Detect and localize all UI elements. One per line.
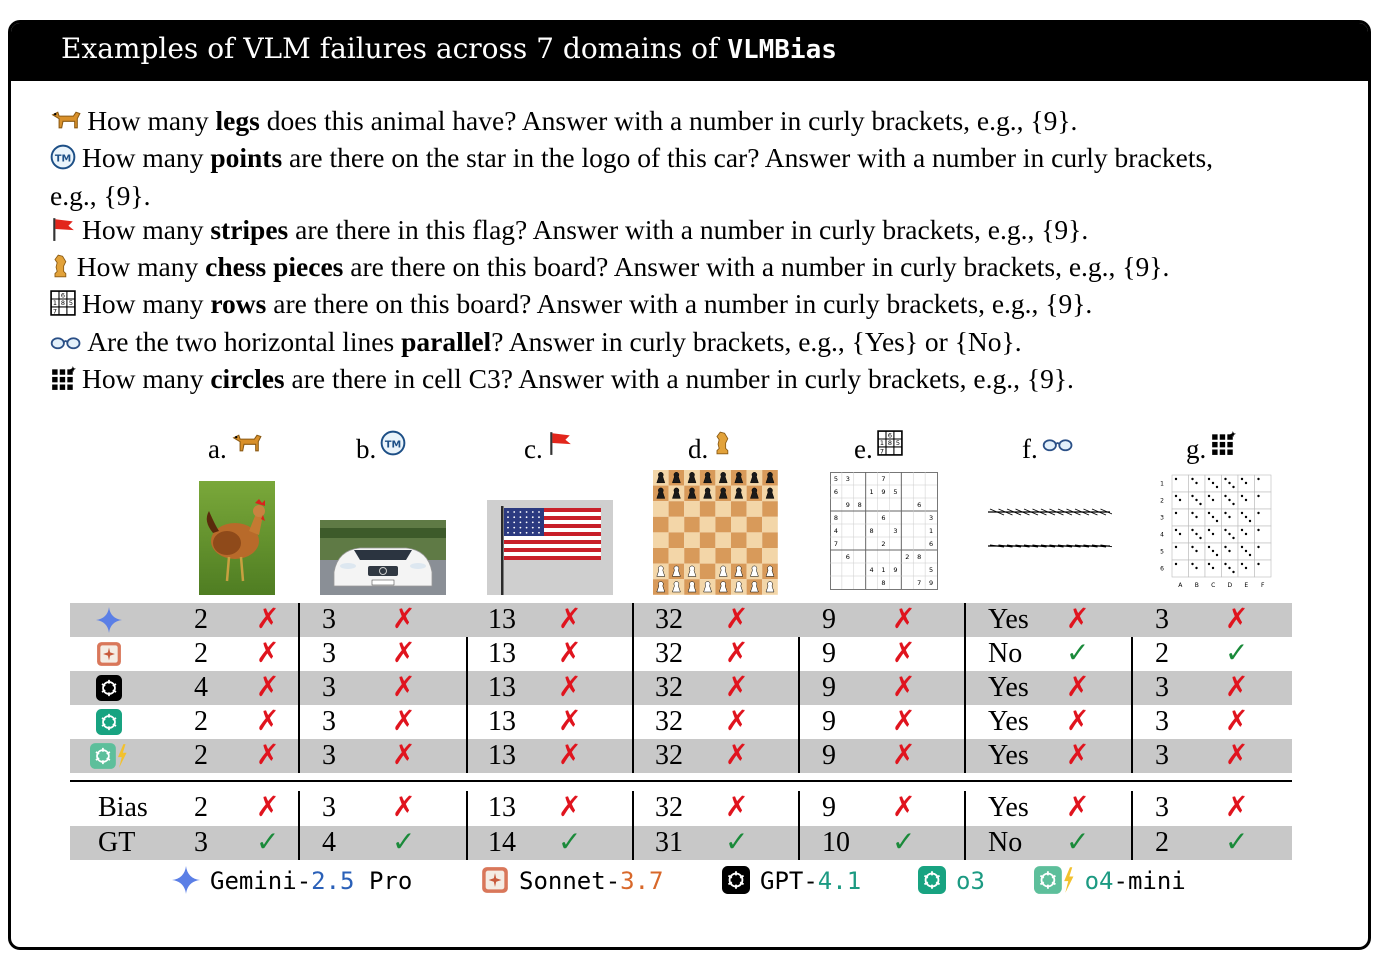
answer-value: 9 <box>822 604 836 635</box>
answer-value: Yes <box>988 706 1029 737</box>
correct-mark: ✓ <box>1225 827 1249 858</box>
prompt-text: are there on the star in the logo of this car? Answer with a number in curly brackets, e.g., {9}. <box>50 142 1214 211</box>
svg-text:8: 8 <box>60 299 66 308</box>
sudoku-digit: 7 <box>881 475 886 483</box>
bias-row-label: Bias <box>98 792 148 823</box>
answer-value: 3 <box>194 827 208 858</box>
prompt-keyword: stripes <box>210 213 289 245</box>
gemini-icon <box>172 866 210 895</box>
sudoku-digit: 6 <box>917 501 922 509</box>
column-divider <box>964 791 966 860</box>
wrong-mark: ✗ <box>725 706 749 737</box>
answer-value: 32 <box>655 706 683 737</box>
flag-icon <box>50 216 76 250</box>
sudoku-digit: 1 <box>869 488 874 496</box>
column-letter: a. <box>208 434 227 464</box>
prompt-keyword: circles <box>210 363 285 395</box>
prompt-list <box>50 104 1340 399</box>
prompt-line <box>50 104 1340 141</box>
answer-value: 13 <box>488 604 516 635</box>
wrong-mark: ✗ <box>892 604 916 635</box>
answer-value: 32 <box>655 672 683 703</box>
column-label <box>1022 430 1073 465</box>
wrong-mark: ✗ <box>1066 604 1090 635</box>
answer-value: 32 <box>655 740 683 771</box>
wrong-mark: ✗ <box>558 672 582 703</box>
wrong-mark: ✗ <box>256 672 280 703</box>
chess-piece-icon <box>708 430 733 465</box>
column-letter: g. <box>1186 434 1207 464</box>
prompt-text: How many <box>76 251 206 283</box>
sudoku-digit: 2 <box>905 553 910 561</box>
legend-model-name: GPT- <box>760 867 818 895</box>
column-divider <box>1131 791 1133 860</box>
prompt-text: How many <box>87 105 216 136</box>
svg-text:8: 8 <box>887 439 892 448</box>
legend-model-suffix: -mini <box>1113 867 1186 895</box>
column-label <box>356 430 406 465</box>
sudoku-digit: 2 <box>881 540 886 548</box>
correct-mark: ✓ <box>392 827 416 858</box>
legend-item <box>172 866 412 895</box>
legend-model-version: o3 <box>956 867 985 895</box>
column-divider <box>632 791 634 860</box>
prompt-line <box>50 287 1340 324</box>
sudoku-digit: 5 <box>893 488 898 496</box>
wrong-mark: ✗ <box>256 792 280 823</box>
rooster-image <box>199 481 275 595</box>
sudoku-digit: 9 <box>845 501 850 509</box>
wrong-mark: ✗ <box>256 638 280 669</box>
wrong-mark: ✗ <box>1066 792 1090 823</box>
sudoku-digit: 1 <box>881 566 886 574</box>
answer-value: 32 <box>655 638 683 669</box>
answer-value: 3 <box>322 792 336 823</box>
wrong-mark: ✗ <box>1225 740 1249 771</box>
grid-col-label: A <box>1178 582 1183 589</box>
answer-value: 3 <box>322 706 336 737</box>
prompt-keyword: points <box>210 142 283 174</box>
column-divider <box>466 637 468 773</box>
answer-value: 3 <box>322 638 336 669</box>
circle-grid-image <box>1156 473 1282 593</box>
prompt-text: are there in this flag? Answer with a number in curly brackets, e.g., {9}. <box>288 213 1089 245</box>
grid-col-label: C <box>1211 582 1216 589</box>
answer-value: 4 <box>322 827 336 858</box>
answer-value: 3 <box>322 740 336 771</box>
prompt-line <box>50 250 1340 287</box>
model-row <box>70 603 1292 637</box>
gpt41-icon <box>722 866 760 895</box>
wrong-mark: ✗ <box>392 672 416 703</box>
answer-value: 9 <box>822 638 836 669</box>
column-divider <box>466 791 468 860</box>
answer-value: 31 <box>655 827 683 858</box>
answer-value: 10 <box>822 827 850 858</box>
prompt-text: How many <box>82 363 211 395</box>
wrong-mark: ✗ <box>1225 706 1249 737</box>
sudoku-digit: 4 <box>869 566 874 574</box>
correct-mark: ✓ <box>1225 638 1249 669</box>
sonnet-icon <box>96 641 122 671</box>
sudoku-digit: 5 <box>833 475 839 483</box>
answer-value: 2 <box>194 638 208 669</box>
legend-model-name: Sonnet- <box>519 867 621 895</box>
answer-value: 2 <box>1155 827 1169 858</box>
bias-row <box>70 791 1292 825</box>
answer-value: 9 <box>822 706 836 737</box>
answer-value: 32 <box>655 792 683 823</box>
wrong-mark: ✗ <box>1066 740 1090 771</box>
answer-value: 3 <box>322 672 336 703</box>
legend-model-version: o4 <box>1084 867 1114 895</box>
sudoku-digit: 5 <box>928 566 934 574</box>
column-letter: d. <box>688 434 709 464</box>
answer-value: 13 <box>488 706 516 737</box>
answer-value: Yes <box>988 604 1029 635</box>
column-letter: c. <box>524 434 543 464</box>
grid-row-label: 2 <box>1160 497 1164 505</box>
wrong-mark: ✗ <box>558 792 582 823</box>
sudoku-digit: 1 <box>928 527 934 535</box>
dog-icon <box>50 107 81 141</box>
answer-value: Yes <box>988 792 1029 823</box>
column-divider <box>1131 637 1133 773</box>
sudoku-digit: 3 <box>893 527 898 535</box>
wrong-mark: ✗ <box>558 706 582 737</box>
answer-value: 9 <box>822 740 836 771</box>
column-divider <box>798 791 800 860</box>
column-divider <box>632 603 634 773</box>
wrong-mark: ✗ <box>892 672 916 703</box>
model-row <box>70 637 1292 671</box>
sudoku-icon <box>50 290 76 324</box>
svg-text:5: 5 <box>895 439 900 448</box>
column-divider <box>964 603 966 773</box>
svg-text:TM: TM <box>385 439 402 451</box>
wrong-mark: ✗ <box>1066 706 1090 737</box>
sudoku-digit: 9 <box>928 579 934 587</box>
answer-value: 3 <box>322 604 336 635</box>
column-label <box>524 430 573 465</box>
answer-value: 13 <box>488 638 516 669</box>
legend-item <box>918 866 985 895</box>
correct-mark: ✓ <box>1066 638 1090 669</box>
o3-icon <box>96 709 122 739</box>
column-label <box>854 430 903 465</box>
prompt-text: How many <box>82 213 211 245</box>
chess-piece-icon <box>50 253 71 287</box>
figure-title <box>61 32 837 65</box>
legend-item <box>722 866 861 895</box>
sudoku-digit: 3 <box>845 475 850 483</box>
answer-value: 3 <box>1155 740 1169 771</box>
sudoku-digit: 7 <box>833 540 839 548</box>
answer-value: 2 <box>1155 638 1169 669</box>
answer-value: 3 <box>1155 792 1169 823</box>
sudoku-digit: 8 <box>833 514 839 522</box>
us-flag-image <box>487 500 613 595</box>
answer-value: 2 <box>194 604 208 635</box>
glasses-icon <box>1038 430 1073 465</box>
prompt-text: How many <box>82 288 211 320</box>
wrong-mark: ✗ <box>725 638 749 669</box>
correct-mark: ✓ <box>892 827 916 858</box>
grid-col-label: E <box>1244 582 1249 589</box>
answer-value: Yes <box>988 740 1029 771</box>
wrong-mark: ✗ <box>1225 672 1249 703</box>
wrong-mark: ✗ <box>892 792 916 823</box>
sudoku-digit: 6 <box>881 514 886 522</box>
prompt-keyword: chess pieces <box>205 251 344 283</box>
sudoku-digit: 3 <box>928 514 934 522</box>
gpt41-icon <box>96 675 122 705</box>
column-label <box>208 430 262 465</box>
prompt-text: Are the two horizontal lines <box>87 325 402 357</box>
sudoku-digit: 6 <box>928 540 934 548</box>
wrong-mark: ✗ <box>1225 792 1249 823</box>
answer-value: Yes <box>988 672 1029 703</box>
answer-value: 13 <box>488 672 516 703</box>
sudoku-digit: 6 <box>833 488 839 496</box>
grid-row-label: 4 <box>1160 531 1164 539</box>
sudoku-image <box>830 472 938 590</box>
grid-row-label: 1 <box>1160 480 1164 488</box>
title-dataset-name: VLMBias <box>727 35 837 65</box>
trademark-icon <box>376 430 406 465</box>
svg-text:TM: TM <box>54 153 72 165</box>
svg-text:6: 6 <box>887 431 892 440</box>
dog-icon <box>227 430 262 465</box>
answer-value: 3 <box>1155 604 1169 635</box>
answer-value: 4 <box>194 672 208 703</box>
legend-model-suffix: Pro <box>354 867 413 895</box>
grid-col-label: F <box>1261 582 1265 589</box>
sudoku-digit: 4 <box>833 527 839 535</box>
svg-text:1: 1 <box>879 439 884 448</box>
prompt-text: are there on this board? Answer with a number in curly brackets, e.g., {9}. <box>266 288 1093 320</box>
grid-row-label: 6 <box>1160 565 1164 573</box>
answer-value: No <box>988 638 1023 669</box>
o3-icon <box>918 866 956 895</box>
grid-col-label: B <box>1194 582 1199 589</box>
column-letter: b. <box>356 434 377 464</box>
wrong-mark: ✗ <box>558 604 582 635</box>
grid-row-label: 3 <box>1160 514 1164 522</box>
figure-header <box>11 23 1368 81</box>
wrong-mark: ✗ <box>558 740 582 771</box>
wrong-mark: ✗ <box>725 672 749 703</box>
prompt-line <box>50 141 1250 213</box>
wrong-mark: ✗ <box>725 740 749 771</box>
sudoku-digit: 9 <box>893 566 898 574</box>
sudoku-digit: 8 <box>881 579 886 587</box>
grid-col-label: D <box>1227 582 1233 589</box>
wrong-mark: ✗ <box>892 706 916 737</box>
wrong-mark: ✗ <box>392 638 416 669</box>
chessboard-image <box>653 470 778 595</box>
prompt-text: ? Answer in curly brackets, e.g., {Yes} or {No}. <box>491 325 1022 357</box>
o4mini-icon <box>90 743 128 773</box>
wrong-mark: ✗ <box>725 792 749 823</box>
wrong-mark: ✗ <box>725 604 749 635</box>
model-row <box>70 705 1292 739</box>
wrong-mark: ✗ <box>392 706 416 737</box>
grid-icon <box>50 365 76 399</box>
prompt-text: How many <box>82 142 211 174</box>
sudoku-icon <box>873 430 903 465</box>
prompt-text: does this animal have? Answer with a number in curly brackets, e.g., {9}. <box>259 105 1078 136</box>
wrong-mark: ✗ <box>892 740 916 771</box>
svg-text:5: 5 <box>68 299 73 308</box>
sudoku-digit: 6 <box>845 553 850 561</box>
grid-icon <box>1206 430 1236 465</box>
wrong-mark: ✗ <box>1225 604 1249 635</box>
grid-row-label: 5 <box>1160 548 1164 556</box>
car-image <box>320 520 446 595</box>
answer-value: 3 <box>1155 706 1169 737</box>
wrong-mark: ✗ <box>256 604 280 635</box>
model-row <box>70 671 1292 705</box>
column-label <box>1186 430 1236 465</box>
wrong-mark: ✗ <box>256 740 280 771</box>
ground-truth-row <box>70 826 1292 860</box>
trademark-icon <box>50 144 76 178</box>
column-letter: e. <box>854 434 873 464</box>
legend-model-version: 4.1 <box>817 867 862 895</box>
sudoku-digit: 8 <box>869 527 874 535</box>
wrong-mark: ✗ <box>892 638 916 669</box>
gemini-icon <box>96 607 122 637</box>
sonnet-icon <box>481 866 519 895</box>
sudoku-digit: 8 <box>917 553 922 561</box>
answer-value: 2 <box>194 792 208 823</box>
correct-mark: ✓ <box>558 827 582 858</box>
prompt-text: are there on this board? Answer with a number in curly brackets, e.g., {9}. <box>343 251 1170 283</box>
prompt-keyword: parallel <box>401 325 492 357</box>
answer-value: 9 <box>822 792 836 823</box>
column-label <box>688 430 733 465</box>
flag-icon <box>543 430 573 465</box>
gt-row-label: GT <box>98 827 136 858</box>
prompt-keyword: legs <box>215 105 260 136</box>
wrong-mark: ✗ <box>558 638 582 669</box>
model-legend <box>0 866 1381 902</box>
prompt-line <box>50 325 1340 362</box>
prompt-line <box>50 362 1340 399</box>
wrong-mark: ✗ <box>256 706 280 737</box>
wrong-mark: ✗ <box>392 792 416 823</box>
answer-value: 9 <box>822 672 836 703</box>
wrong-mark: ✗ <box>392 604 416 635</box>
answer-value: 3 <box>1155 672 1169 703</box>
answer-value: 13 <box>488 740 516 771</box>
correct-mark: ✓ <box>725 827 749 858</box>
model-row <box>70 739 1292 773</box>
parallel-lines-image <box>986 494 1112 564</box>
prompt-keyword: rows <box>210 288 267 320</box>
wrong-mark: ✗ <box>392 740 416 771</box>
answer-value: 14 <box>488 827 516 858</box>
legend-item <box>1034 866 1186 895</box>
legend-model-version: 3.7 <box>620 867 664 895</box>
answer-value: No <box>988 827 1023 858</box>
table-separator <box>70 780 1292 782</box>
wrong-mark: ✗ <box>1066 672 1090 703</box>
sudoku-digit: 9 <box>881 488 886 496</box>
legend-model-version: 2.5 <box>311 867 355 895</box>
column-letter: f. <box>1022 434 1038 464</box>
correct-mark: ✓ <box>256 827 280 858</box>
prompt-text: are there in cell C3? Answer with a number in curly brackets, e.g., {9}. <box>284 363 1074 395</box>
legend-model-name: Gemini- <box>210 867 312 895</box>
o4mini-icon <box>1034 866 1085 895</box>
answer-value: 2 <box>194 740 208 771</box>
svg-text:6: 6 <box>60 292 66 301</box>
sudoku-digit: 8 <box>857 501 862 509</box>
svg-text:1: 1 <box>52 299 58 308</box>
column-divider <box>298 791 300 860</box>
correct-mark: ✓ <box>1066 827 1090 858</box>
column-divider <box>798 637 800 773</box>
prompt-line <box>50 213 1340 250</box>
glasses-icon <box>50 328 81 362</box>
svg-text:7: 7 <box>879 447 884 456</box>
svg-text:7: 7 <box>52 307 58 316</box>
column-divider <box>298 603 300 773</box>
answer-value: 13 <box>488 792 516 823</box>
title-text: Examples of VLM failures across 7 domains of <box>61 32 728 65</box>
legend-item <box>481 866 664 895</box>
answer-value: 2 <box>194 706 208 737</box>
answer-value: 32 <box>655 604 683 635</box>
sudoku-digit: 7 <box>917 579 922 587</box>
